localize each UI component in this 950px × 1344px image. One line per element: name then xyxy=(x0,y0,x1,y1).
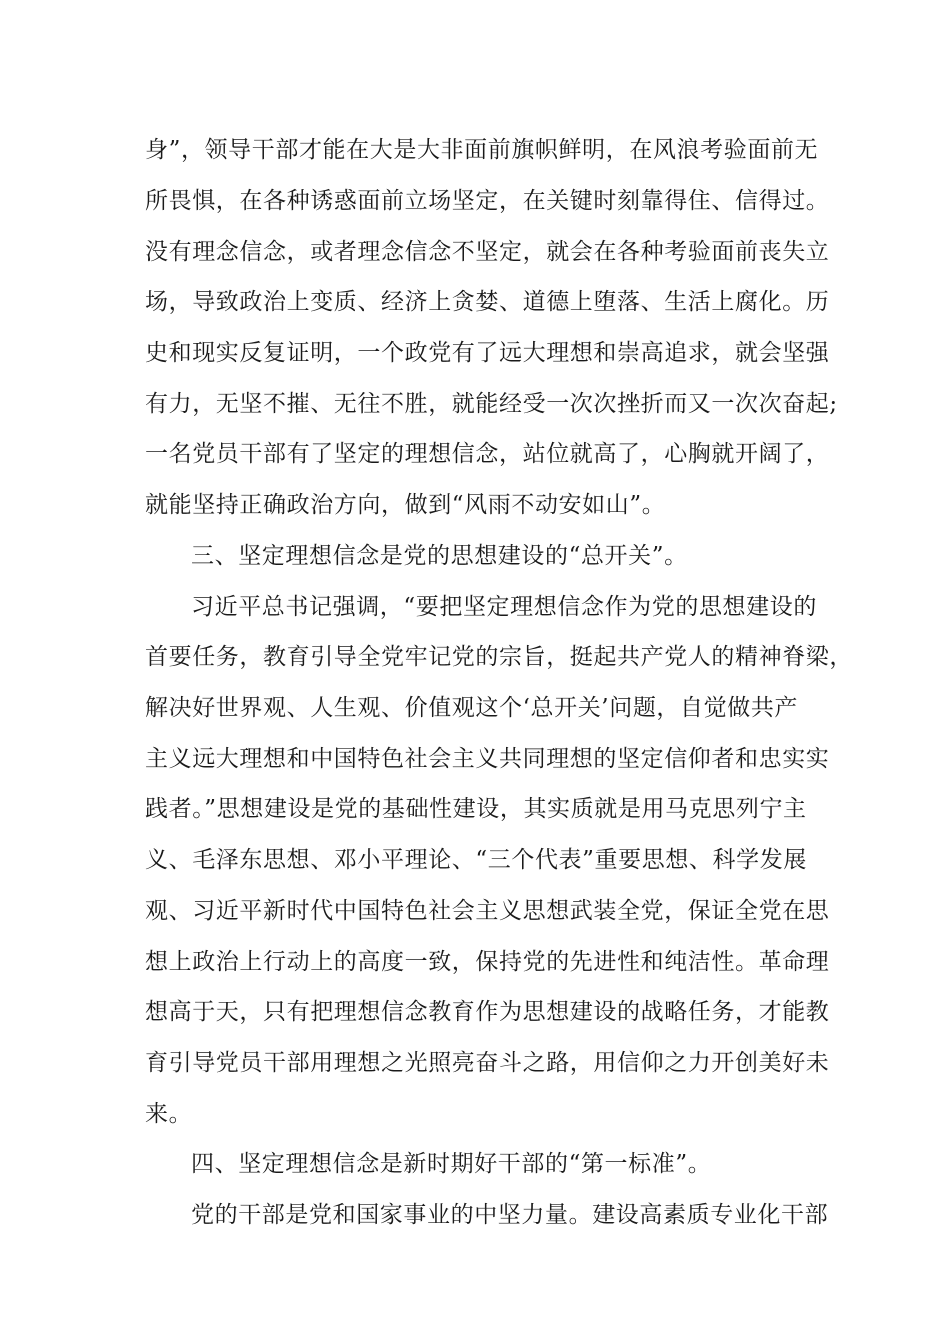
text-line: 有力，无坚不摧、无往不胜，就能经受一次次挫折而又一次次奋起; xyxy=(145,391,838,417)
text-line: 没有理念信念，或者理念信念不坚定，就会在各种考验面前丧失立 xyxy=(145,239,830,265)
text-line: 解决好世界观、人生观、价值观这个‘总开关’问题，自觉做共产 xyxy=(145,695,799,721)
text-line: 来。 xyxy=(145,1101,193,1127)
text-line: 一名党员干部有了坚定的理想信念，站位就高了，心胸就开阔了， xyxy=(145,441,830,467)
text-line: 主义远大理想和中国特色社会主义共同理想的坚定信仰者和忠实实 xyxy=(145,746,830,772)
text-line: 想上政治上行动上的高度一致，保持党的先进性和纯洁性。革命理 xyxy=(145,949,830,975)
text-line: 所畏惧，在各种诱惑面前立场坚定，在关键时刻靠得住、信得过。 xyxy=(145,188,830,214)
text-line: 场，导致政治上变质、经济上贪婪、道德上堕落、生活上腐化。历 xyxy=(145,289,830,315)
section-heading-3: 三、坚定理想信念是党的思想建设的“总开关”。 xyxy=(191,543,688,569)
text-line: 习近平总书记强调，“要把坚定理想信念作为党的思想建设的 xyxy=(191,594,817,620)
text-line: 育引导党员干部用理想之光照亮奋斗之路，用信仰之力开创美好未 xyxy=(145,1050,830,1076)
section-heading-4: 四、坚定理想信念是新时期好干部的“第一标准”。 xyxy=(191,1151,712,1177)
text-line: 就能坚持正确政治方向，做到“风雨不动安如山”。 xyxy=(145,492,666,518)
text-line: 史和现实反复证明，一个政党有了远大理想和崇高追求，就会坚强 xyxy=(145,340,830,366)
text-line: 首要任务，教育引导全党牢记党的宗旨，挺起共产党人的精神脊梁， xyxy=(145,644,853,670)
text-line: 义、毛泽东思想、邓小平理论、“三个代表”重要思想、科学发展 xyxy=(145,847,807,873)
text-line: 观、习近平新时代中国特色社会主义思想武装全党，保证全党在思 xyxy=(145,898,830,924)
text-line: 党的干部是党和国家事业的中坚力量。建设高素质专业化干部 xyxy=(191,1202,829,1228)
text-line: 身”，领导干部才能在大是大非面前旗帜鲜明，在风浪考验面前无 xyxy=(145,137,819,163)
text-line: 想高于天，只有把理想信念教育作为思想建设的战略任务，才能教 xyxy=(145,999,830,1025)
text-line: 践者。”思想建设是党的基础性建设，其实质就是用马克思列宁主 xyxy=(145,796,807,822)
